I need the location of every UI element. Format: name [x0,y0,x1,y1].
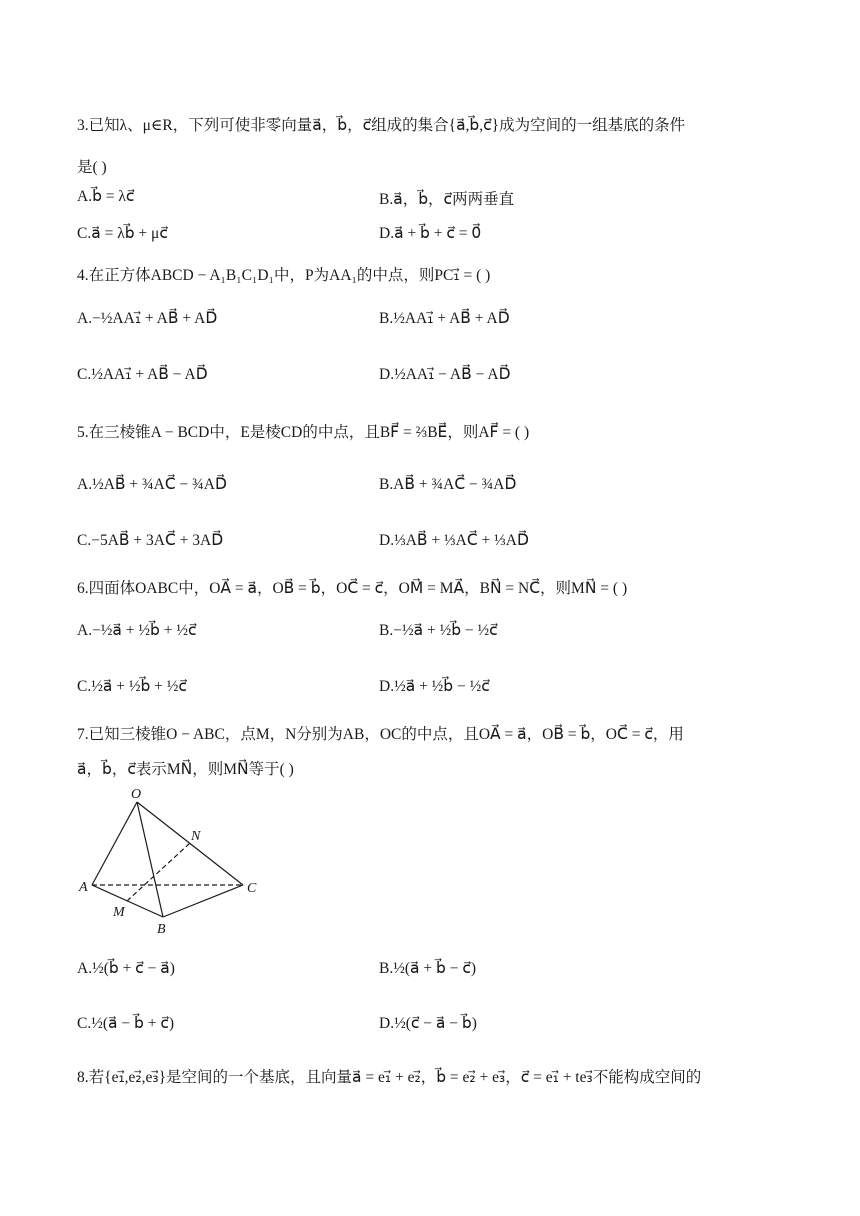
q6-option-b: B.−½a⃗ + ½b⃗ − ½c⃗ [379,622,498,639]
q7-option-b: B.½(a⃗ + b⃗ − c⃗) [379,960,477,977]
q4-stem: 4.在正方体ABCD − A₁B₁C₁D₁中，P为AA₁的中点，则PC₁⃗ = ( ) [77,267,491,284]
q4-option-b: B.½AA₁⃗ + AB⃗ + AD⃗ [379,310,510,327]
q5-option-a: A.½AB⃗ + ¾AC⃗ − ¾AD⃗ [77,476,227,493]
label-n: N [191,829,201,844]
q5-option-b: B.AB⃗ + ¾AC⃗ − ¾AD⃗ [379,476,517,493]
segment-mn [127,843,190,901]
label-c: C [247,881,257,896]
q6-option-d: D.½a⃗ + ½b⃗ − ½c⃗ [379,678,490,695]
q5-stem: 5.在三棱锥A − BCD中，E是棱CD的中点，且BF⃗ = ⅔BE⃗，则AF⃗ = ( ) [77,424,530,441]
label-b: B [157,922,166,937]
q6-option-a: A.−½a⃗ + ½b⃗ + ½c⃗ [77,622,197,639]
q7-option-a: A.½(b⃗ + c⃗ − a⃗) [77,960,175,977]
q3-option-c: C.a⃗ = λb⃗ + μc⃗ [77,225,168,242]
q7-stem-line1: 7.已知三棱锥O − ABC，点M，N分别为AB，OC的中点，且OA⃗ = a⃗，OB⃗ = b⃗，OC⃗ = c⃗，用 [77,726,684,743]
q7-option-c: C.½(a⃗ − b⃗ + c⃗) [77,1015,175,1032]
tetrahedron-svg [75,785,275,935]
q6-option-c: C.½a⃗ + ½b⃗ + ½c⃗ [77,678,187,695]
q7-stem-line2: a⃗，b⃗，c⃗表示MN⃗，则MN⃗等于( ) [77,761,294,778]
edge-bc [163,885,243,917]
label-m: M [113,905,125,920]
q4-option-c: C.½AA₁⃗ + AB⃗ − AD⃗ [77,366,208,383]
edge-oa [92,802,137,885]
q5-option-d: D.⅓AB⃗ + ⅓AC⃗ + ⅓AD⃗ [379,532,529,549]
q3-option-d: D.a⃗ + b⃗ + c⃗ = 0⃗ [379,225,482,242]
q5-option-c: C.−5AB⃗ + 3AC⃗ + 3AD⃗ [77,532,224,549]
q3-option-a: A.b⃗ = λc⃗ [77,188,135,205]
q3-stem-line1: 3.已知λ、μ∈R，下列可使非零向量a⃗，b⃗，c⃗组成的集合{a⃗,b⃗,c⃗}成为空间的一组基底的条件 [77,117,686,134]
q6-stem: 6.四面体OABC中，OA⃗ = a⃗，OB⃗ = b⃗，OC⃗ = c⃗，OM⃗ = MA⃗，BN⃗ = NC⃗，则MN⃗ = ( ) [77,580,628,597]
q8-stem-line1: 8.若{e₁⃗,e₂⃗,e₃⃗}是空间的一个基底，且向量a⃗ = e₁⃗ + e₂⃗，b⃗ = e₂⃗ + e₃⃗，c⃗ = e₁⃗ + te₃⃗不能构成空间的 [77,1069,702,1086]
label-o: O [131,787,142,802]
q3-stem-line2: 是( ) [77,159,107,176]
q4-option-a: A.−½AA₁⃗ + AB⃗ + AD⃗ [77,310,218,327]
tetrahedron-figure [75,785,275,935]
label-a: A [79,880,88,895]
q4-option-d: D.½AA₁⃗ − AB⃗ − AD⃗ [379,366,511,383]
q3-option-b: B.a⃗，b⃗，c⃗两两垂直 [379,191,515,208]
q7-option-d: D.½(c⃗ − a⃗ − b⃗) [379,1015,477,1032]
